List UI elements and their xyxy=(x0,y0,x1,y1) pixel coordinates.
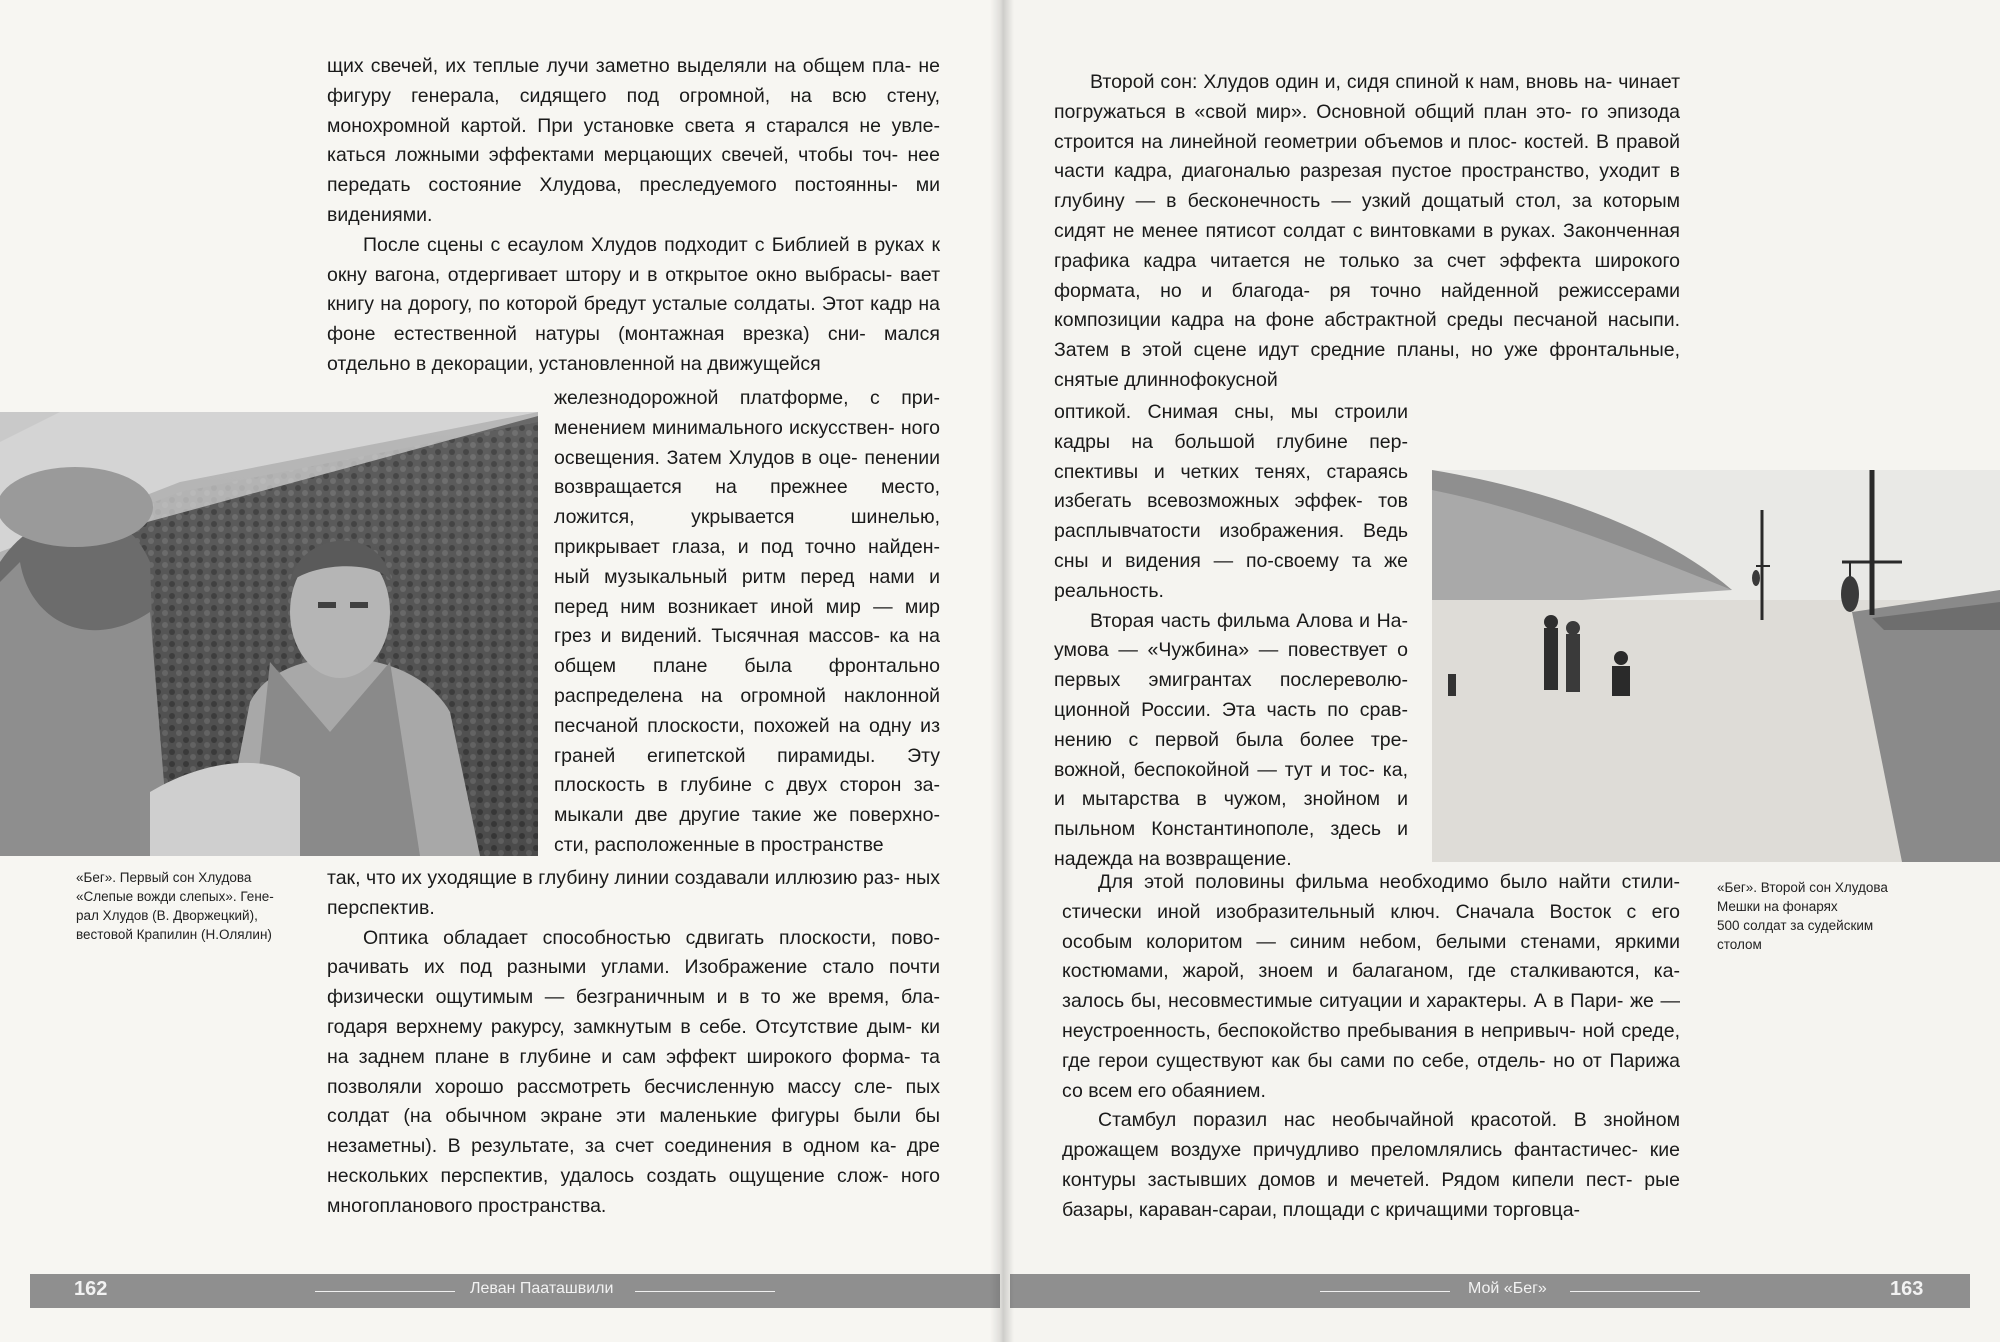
book-spine-shadow xyxy=(990,0,1014,1342)
paragraph: Для этой половины фильма необходимо было найти стили- стически иной изобразительный ключ. Сначала Восток с его особым колоритом — синим небом, белыми стенами, яркими костюмами, жарой, зноем и балаганом, где сталкиваются, ка- залось бы, несовместимые ситуации и характеры. А в Пари- же — неустроенность, беспокойство пребывания в непривыч- ной среде, где герои существуют как бы сами по себе, отдель- но от Парижа со всем его обаянием. xyxy=(1062,871,1681,1102)
page-number: 163 xyxy=(1890,1278,1924,1300)
paragraph: Стамбул поразил нас необычайной красотой. В знойном дрожащем воздухе причудливо преломлялись фантастичес- кие контуры застывших домов и мечетей. Рядом кипели пест- рые базары, караван-сараи, площади с кричащими торговца- xyxy=(1062,1109,1680,1221)
film-still-second-dream xyxy=(1432,470,2000,862)
footer-rule xyxy=(1570,1291,1700,1292)
paragraph: так, что их уходящие в глубину линии создавали иллюзию раз- ных перспектив. xyxy=(327,867,940,919)
running-head: Мой «Бег» xyxy=(1468,1280,1547,1297)
page-number: 162 xyxy=(74,1278,108,1300)
running-head: Леван Пааташвили xyxy=(470,1280,614,1297)
paragraph: Второй сон: Хлудов один и, сидя спиной к нам, вновь на- чинает погружаться в «свой мир». Основной общий план это- го эпизода строится на линейной геометрии объемов и плос- костей. В правой части кадра, диагональю разрезая пустое пространство, уходит в глубину — в бесконечность — узкий дощатый стол, за которым сидят не менее пятисот солдат с винтовками в руках. Законченная графика кадра читается не только за счет эффекта широкого формата, но и благода- ря точно найденной режиссерами композиции кадра на фоне абстрактной среды песчаной насыпи. Затем в этой сцене идут средние планы, но уже фронтальные, снятые длиннофокусной xyxy=(1054,71,1681,391)
paragraph: После сцены с есаулом Хлудов подходит с Библией в руках к окну вагона, отдергивает штору и в открытое окно выбрасы- вает книгу на дорогу, по которой бредут усталые солдаты. Этот кадр на фоне естественной натуры (монтажная врезка) сни- мался отдельно в декорации, установленной на движущейся xyxy=(327,233,941,375)
paragraph: оптикой. Снимая сны, мы строили кадры на большой глубине пер- спективы и четких тенях, стараясь избегать всевозможных эффек- тов расплывчатости изображения. Ведь сны и видения — по-своему та же реальность. xyxy=(1054,401,1409,602)
right-text-side xyxy=(1054,398,1408,875)
footer-rule xyxy=(1320,1291,1450,1292)
photo-caption-left: «Бег». Первый сон Хлудова «Слепые вожди слепых». Гене- рал Хлудов (В. Дворжецкий), вестовой Крапилин (Н.Олялин) xyxy=(76,870,274,942)
footer-rule xyxy=(635,1291,775,1292)
paragraph: Вторая часть фильма Алова и На- умова — «Чужбина» — повествует о первых эмигрантах послереволю- ционной России. Эта часть по срав- нению с первой была более тре- вожной, беспокойной — тут и тос- ка, и мытарства в чужом, знойном и пыльном Константинополе, здесь и надежда на возвращение. xyxy=(1054,609,1409,870)
left-text-bottom xyxy=(327,864,940,1222)
film-still-first-dream xyxy=(0,412,538,856)
right-text-top xyxy=(1054,68,1680,396)
footer-bar-right xyxy=(1010,1274,1970,1308)
footer-rule xyxy=(315,1291,455,1292)
paragraph: Оптика обладает способностью сдвигать плоскости, пово- рачивать их под разными углами. Изображение стало почти физически ощутимым — безграничным и в то же время, бла- годаря верхнему ракурсу, замкнутым в себе. Отсутствие дым- ки на заднем плане в глубине и сам эффект широкого форма- та позволяли хорошо рассмотреть бесчисленную массу сле- пых солдат (на обычном экране эти маленькие фигуры были бы незаметны). В результате, за счет соединения в одном ка- дре нескольких перспектив, удалось создать ощущение слож- ного многопланового пространства. xyxy=(327,926,941,1217)
right-text-bottom xyxy=(1062,868,1680,1226)
paragraph: железнодорожной платформе, с при- менением минимального искусствен- ного освещения. Затем Хлудов в оце- пенении возвращается на прежнее место, ложится, укрывается шинелью, прикрывает глаза, и под точно найден- ный музыкальный ритм перед нами и перед ним возникает иной мир — мир грез и видений. Тысячная массов- ка на общем плане была фронтально распределена на огромной наклонной песчаной плоскости, похожей на одну из граней египетской пирамиды. Эту плоскость в глубине с двух сторон за- мыкали две другие такие же поверхно- сти, расположенные в пространстве xyxy=(554,387,941,856)
right-page xyxy=(1000,0,2000,1342)
paragraph: щих свечей, их теплые лучи заметно выделяли на общем пла- не фигуру генерала, сидящего под огромной, на всю стену, монохромной картой. При установке света я старался не увле- каться ложными эффектами мерцающих свечей, чтобы точ- нее передать состояние Хлудова, преследуемого постоянны- ми видениями. xyxy=(327,55,940,226)
footer-bar-left xyxy=(30,1274,1000,1308)
left-text-side xyxy=(554,384,940,861)
photo-caption-right: «Бег». Второй сон Хлудова Мешки на фонарях 500 солдат за судейским столом xyxy=(1717,880,1888,952)
left-text-top xyxy=(327,52,940,380)
